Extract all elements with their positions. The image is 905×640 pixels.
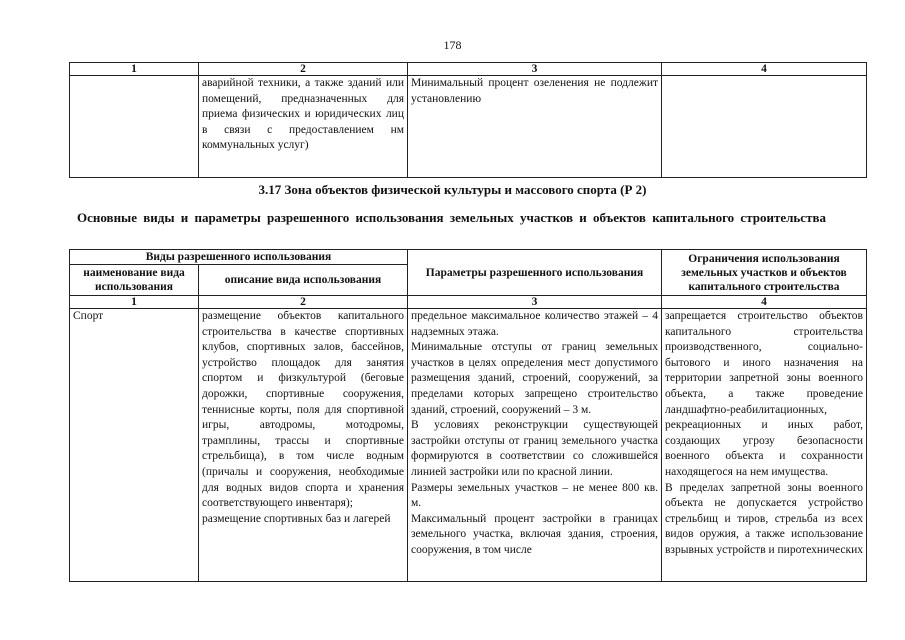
table-cell-restrictions — [662, 76, 867, 178]
column-number: 4 — [662, 296, 867, 309]
table-cell-restrictions — [662, 309, 867, 582]
parameter-paragraph: Максимальный процент застройки в границах земельного участка, включая здания, строения, сооружения, в том числе — [411, 512, 658, 556]
section-heading: 3.17 Зона объектов физической культуры и массового спорта (Р 2) — [258, 182, 647, 197]
restriction-paragraph: В пределах запретной зоны военного объекта не допускается устройство стрельбищ и тиров, стрельба из всех видов оружия, а также использование взрывных устройств и пиротехнических — [665, 481, 863, 556]
table-cell-name — [70, 309, 199, 582]
subheading: Основные виды и параметры разрешенного использования земельных участков и объектов капитального строительства — [77, 210, 826, 225]
description-paragraph: размещение объектов капитального строительства в качестве спортивных клубов, спортивных залов, бассейнов, устройство площадок для занятия спортом и физкультурой (беговые дорожки, спортивные сооружения, теннисные корты, поля для спортивной игры, автодромы, мотодромы, трамплины, трассы и спортивные стрельбища), в том числе водным (причалы и сооружения, необходимые для водных видов спорта и хранения соответствующего инвентаря); — [202, 310, 404, 510]
column-number: 4 — [662, 63, 867, 76]
description-paragraph: размещение спортивных баз и лагерей — [202, 512, 391, 525]
column-number: 3 — [408, 296, 662, 309]
column-number: 2 — [199, 63, 408, 76]
header-use-name: наименование вида использования — [70, 265, 199, 296]
table-cell-parameters: Минимальный процент озеленения не подлежит установлению — [408, 76, 662, 178]
parameter-paragraph: В условиях реконструкции существующей застройки отступы от границ земельного участка формируются в соответствии со сложившейся линией застройки или по красной линии. — [411, 419, 658, 478]
table-cell-description: аварийной техники, а также зданий или помещений, предназначенных для приема физических и юридических лиц в связи с предоставлением нм коммунальных услуг) — [199, 76, 408, 178]
continued-table — [69, 62, 867, 178]
parameter-paragraph: Минимальные отступы от границ земельных участков в целях определения мест допустимого размещения зданий, строений, сооружений, за пределами которых запрещено строительство зданий, строений, сооружений – 3 м. — [411, 341, 658, 416]
column-number-row — [70, 296, 867, 309]
column-number: 1 — [70, 296, 199, 309]
parameter-paragraph: Размеры земельных участков – не менее 800 кв. м. — [411, 481, 658, 510]
column-number: 1 — [70, 63, 199, 76]
header-group-uses: Виды разрешенного использования — [70, 250, 408, 265]
header-use-description: описание вида использования — [199, 265, 408, 296]
table-row — [70, 76, 867, 178]
column-number: 2 — [199, 296, 408, 309]
header-parameters: Параметры разрешенного использования — [408, 250, 662, 296]
column-number-row — [70, 63, 867, 76]
table-cell-name — [70, 76, 199, 178]
table-row — [70, 309, 867, 582]
restriction-paragraph: рекреационных и иных работ, создающих угрозу безопасности военного объекта и сохранности находящегося на нем имущества. — [665, 419, 863, 478]
use-name: Спорт — [73, 310, 104, 322]
table-cell-description — [199, 309, 408, 582]
uses-table — [69, 249, 867, 582]
restriction-paragraph: запрещается строительство объектов капитального строительства производственного, социально-бытового и иного назначения на территории запретной зоны военного объекта, а также проведение ландшафтно-реабилитационных, — [665, 310, 863, 416]
header-restrictions: Ограничения использования земельных участков и объектов капитального строительства — [662, 250, 867, 296]
parameter-paragraph: предельное максимальное количество этажей – 4 надземных этажа. — [411, 310, 658, 338]
page-number: 178 — [443, 38, 462, 52]
column-number: 3 — [408, 63, 662, 76]
table-cell-parameters — [408, 309, 662, 582]
header-row — [70, 250, 867, 265]
